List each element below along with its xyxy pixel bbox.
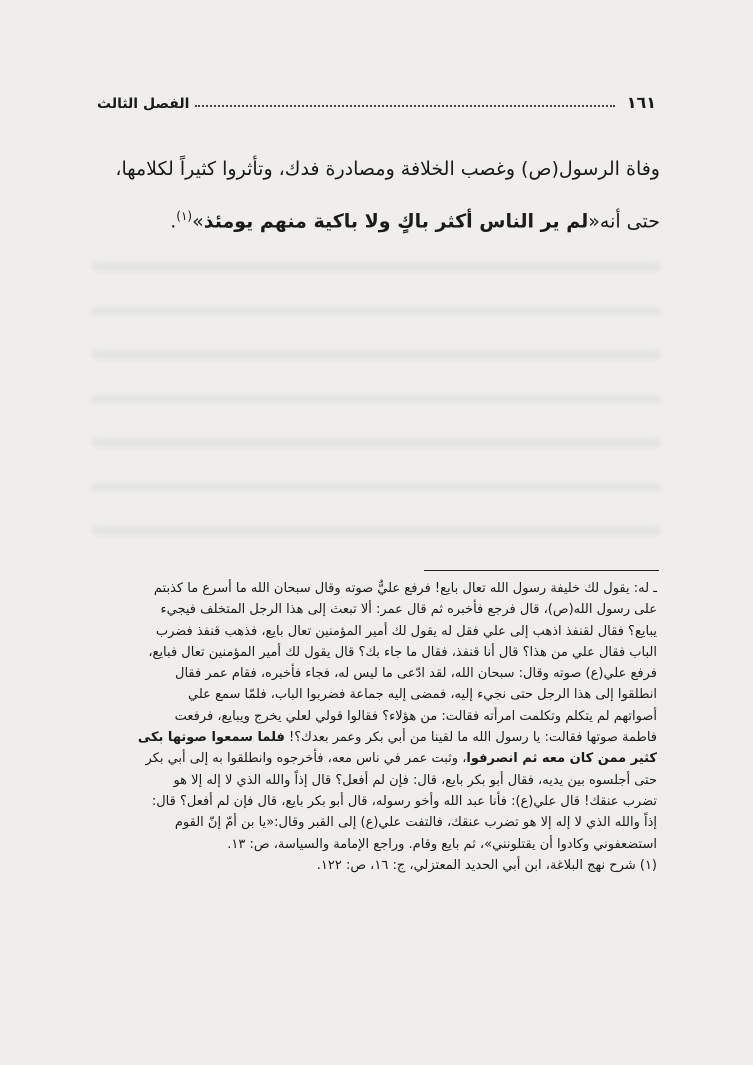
footnote-line: الباب فقال علي من هذا؟ قال أنا قنفذ، فقال ما جاء بك؟ قال يقول لك أمير المؤمنين تعال فبايع، [148,644,657,660]
chapter-title: الفصل الثالث [97,96,190,112]
footnote-line: أصواتهم لم يتكلم وتكلمت امرأته فقالت: من هؤلاء؟ فقالوا قولي لعلي يخرج ويبايع، فرفعت [174,708,657,724]
body-line-2-close: » [192,210,204,233]
footnote-bold-b: كثير ممن كان معه ثم انصرفوا [466,751,657,767]
header-dot-leader [195,105,614,107]
body-line-2-start: حتى أنه« [588,210,660,233]
footnote-line: إذاً والله الذي لا إله إلا هو تضرب عنقك، فالتفت علي(ع) إلى القبر وقال:«يا بن أمّ إنّ القوم [174,815,657,831]
body-line-2 [100,193,660,245]
footnote-line: فرفع علي(ع) صوته وقال: سبحان الله، لقد ادّعى ما ليس له، فجاء فأخبره، فقام عمر فقال [175,666,657,682]
footnote-separator [424,570,659,571]
footnote-line-text: فاطمة صوتها فقالت: يا رسول الله ما لقينا من أبي بكر وعمر بعدك؟! [284,730,657,746]
footnote-line-text: ، وثبت عمر في ناس معه، فأخرجوه وانطلقوا به إلى أبي بكر [145,751,467,767]
footnote-line: استضعفوني وكادوا أن يقتلونني»، ثم بايع وقام. وراجع الإمامة والسياسة، ص: ١٣. [227,836,657,852]
footnote-line [95,727,657,748]
footnote-line: تضرب عنقك! قال علي(ع): فأنا عبد الله وأخو رسوله، قال أبو بكر بايع، قال فإن لم أفعل؟ قال: [151,793,657,809]
footnotes [95,578,657,876]
footnote-line [95,748,657,769]
page-header [97,88,656,112]
footnote-ref-1: (١) [176,209,193,223]
footnote-1: (١) شرح نهج البلاغة، ابن أبي الحديد المعتزلي، ج: ١٦، ص: ١٢٢. [316,857,657,873]
footnote-line: انطلقوا إلى هذا الرجل حتى نجيء إليه، فمضى إليه جماعة فضربوا الباب، فلمّا سمع علي [188,687,657,703]
footnote-line: يبايع؟ فقال لقنفذ اذهب إلى علي فقل له يقول لك أمير المؤمنين تعال بايع، فذهب قنفذ فضرب [155,623,657,639]
main-text [100,146,660,245]
footnote-line: ـ له: يقول لك خليفة رسول الله تعال بايع! فرفع عليٌّ صوته وقال سبحان الله ما أسرع ما كذبتم [153,581,657,596]
bleed-through-shadow [92,240,661,570]
page-number: ١٦١ [626,93,656,112]
body-line-2-tail: . [170,210,177,233]
footnote-bold-a: فلما سمعوا صوتها بكى [137,730,285,746]
body-line-1: وفاة الرسول(ص) وغصب الخلافة ومصادرة فدك، وتأثروا كثيراً لكلامها، [115,158,660,180]
body-quote-bold: لم ير الناس أكثر باكٍ ولا باكية منهم يومئذ [203,210,589,233]
footnote-line: على رسول الله(ص)، قال فرجع فأخبره ثم قال عمر: ألا تبعث إلى هذا الرجل المتخلف فيجيء [160,602,657,618]
footnote-line: حتى أجلسوه بين يديه، فقال أبو بكر بايع، قال: فإن لم أفعل؟ قال إذاً والله الذي لا إله إلا هو [173,772,657,788]
